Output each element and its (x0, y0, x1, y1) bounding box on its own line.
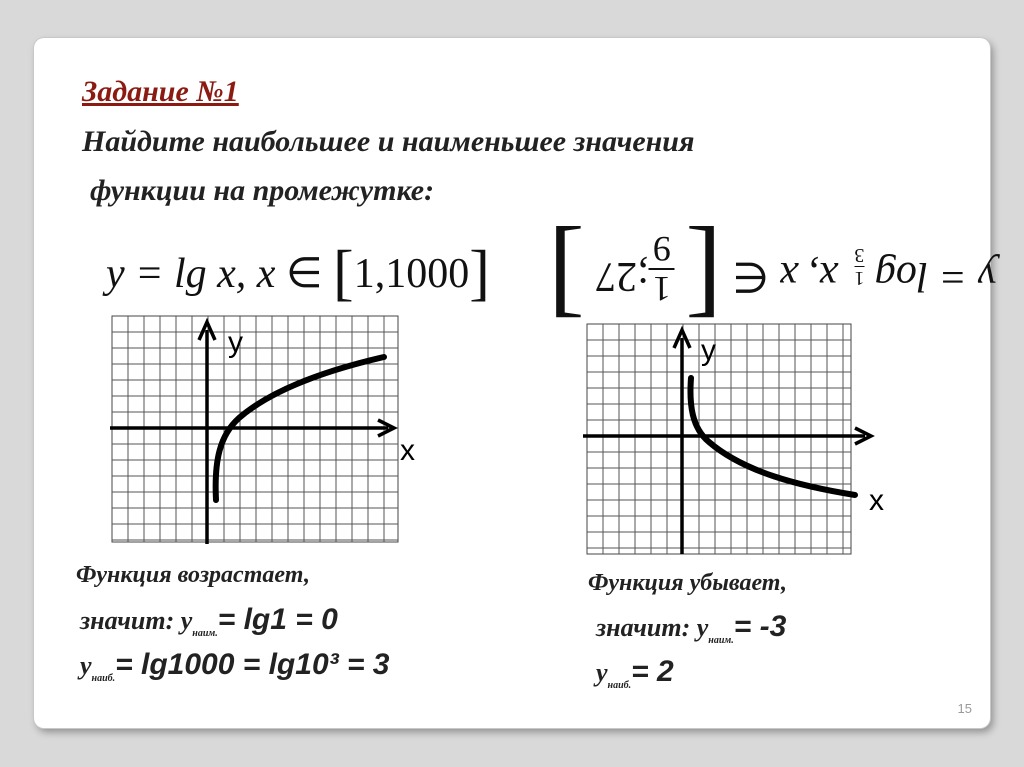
formula-right-frac (649, 230, 675, 308)
formula-right-lhs: y = log (874, 253, 997, 299)
left-caption: Функция возрастает, (76, 562, 310, 588)
formula-left-bracket-open: [ (333, 239, 354, 307)
formula-right-base-den: 3 (854, 244, 865, 266)
graph-right-y-label: y (701, 334, 716, 367)
graph-left (104, 310, 444, 550)
task-text-line2: функции на промежутке: (90, 174, 435, 207)
formula-left-interval: 1,1000 (353, 251, 470, 297)
right-result-line2: $y_{наиб.}= 2$ (596, 655, 674, 691)
formula-right-bracket-open: [ (685, 217, 722, 339)
formula-right-base (854, 244, 864, 289)
slide (34, 38, 997, 728)
formula-left (106, 238, 490, 309)
formula-left-bracket-close: ] (469, 239, 490, 307)
formula-right-base-num: 1 (854, 267, 865, 289)
formula-right-var: x, x (779, 253, 838, 299)
task-text-line1: Найдите наибольшее и наименьшее значения (82, 125, 695, 158)
formula-right-in: ∈ (732, 253, 770, 299)
formula-left-var: x, x (217, 251, 276, 297)
formula-left-in: ∈ (285, 251, 323, 297)
graph-right (579, 320, 899, 560)
graph-right-grid (587, 324, 851, 554)
formula-left-lhs: y = lg (106, 251, 207, 297)
left-result-line1: значит: $y_{наим.}= \lg 1 = 0$ (80, 603, 338, 639)
left-result-line2: $y_{наиб.}= \lg 1000 = \lg 10^3 = 3$ (80, 648, 390, 684)
formula-right-frac-num: 1 (649, 268, 675, 308)
task-title: Задание №1 (82, 75, 239, 108)
formula-right-upper: ;27 (595, 253, 649, 299)
graph-left-y-label: y (228, 326, 243, 359)
right-result-line1: значит: $y_{наим.}= -3$ (596, 610, 787, 646)
page-number: 15 (957, 701, 972, 716)
graph-left-x-label: x (400, 434, 415, 467)
graph-right-x-label: x (869, 484, 884, 517)
right-caption: Функция убывает, (588, 570, 788, 596)
formula-right-bracket-close: ] (548, 217, 585, 339)
formula-right-frac-den: 9 (652, 229, 671, 269)
